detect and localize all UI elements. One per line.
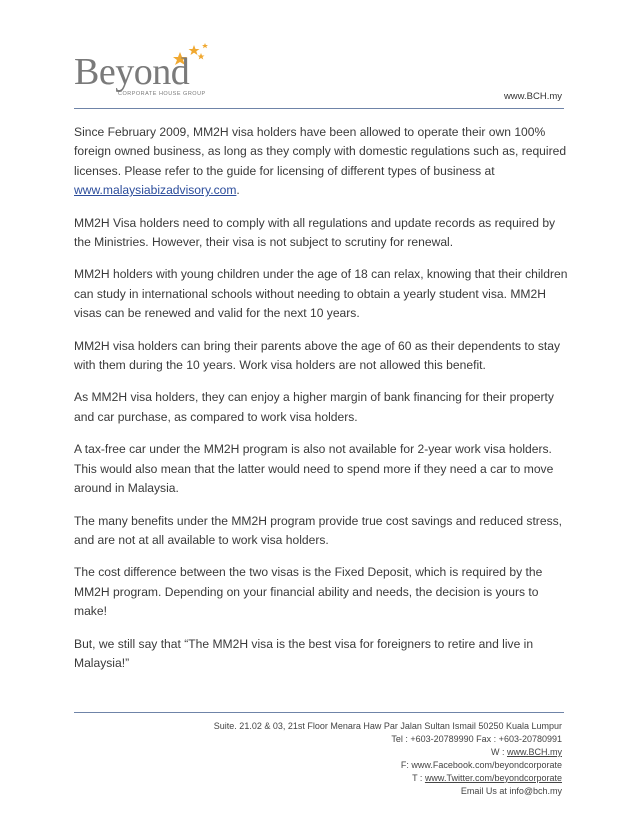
article-body (74, 123, 569, 686)
licensing-guide-link[interactable]: www.malaysiabizadvisory.com (74, 183, 237, 198)
logo-wordmark: Beyond (74, 51, 190, 93)
footer-divider (74, 712, 564, 713)
footer-twitter: T : www.Twitter.com/beyondcorporate (412, 772, 562, 783)
paragraph-2: MM2H Visa holders need to comply with all regulations and update records as required by the Ministries. However, their visa is not subject to scrutiny for renewal. (74, 215, 556, 250)
paragraph-9: But, we still say that “The MM2H visa is the best visa for foreigners to retire and live in Malaysia!” (74, 636, 534, 670)
footer-contact (102, 720, 562, 797)
footer-address: Suite. 21.02 & 03, 21st Floor Menara Haw Par Jalan Sultan Ismail 50250 Kuala Lumpur (213, 721, 562, 731)
footer-phone-fax: Tel : +603-20789990 Fax : +603-20780991 (391, 733, 562, 744)
footer-web: W : www.BCH.my (490, 746, 562, 757)
paragraph-8: The cost difference between the two visas is the Fixed Deposit, which is required by the MM2H program. Depending on your financial ability and needs, the decision is yours to make! (74, 565, 543, 619)
footer-facebook[interactable]: F: www.Facebook.com/beyondcorporate (400, 759, 562, 770)
logo-subtitle: CORPORATE HOUSE GROUP (118, 91, 206, 97)
paragraph-7: The many benefits under the MM2H program provide true cost savings and reduced stress, and are not at all available to work visa holders. (74, 513, 563, 547)
paragraph-3: MM2H holders with young children under the age of 18 can relax, knowing that their children can study in international schools without needing to obtain a yearly student visa. MM2H visas can be renewed and valid for the next 10 years. (74, 267, 568, 321)
footer-twitter-link[interactable]: www.Twitter.com/beyondcorporate (424, 772, 562, 783)
paragraph-1: Since February 2009, MM2H visa holders have been allowed to operate their own 100% foreign owned business, as long as they comply with domestic regulations such as, required licenses. Please refer to the guide for licensing of different types of business at www.malaysiabizadvisory.com. (74, 125, 567, 198)
footer-email[interactable]: Email Us at info@bch.my (460, 785, 562, 796)
paragraph-5: As MM2H visa holders, they can enjoy a higher margin of bank financing for their property and car purchase, as compared to work visa holders. (74, 390, 554, 424)
header-divider (74, 108, 564, 109)
header-website[interactable]: www.BCH.my (503, 91, 562, 102)
paragraph-6: A tax-free car under the MM2H program is also not available for 2-year work visa holders. This would also mean that the latter would need to spend more if they need a car to move around in Malaysia. (74, 442, 554, 496)
company-logo (74, 42, 224, 102)
footer-web-link[interactable]: www.BCH.my (506, 746, 562, 757)
paragraph-4: MM2H visa holders can bring their parents above the age of 60 as their dependents to stay with them during the 10 years. Work visa holders are not allowed this benefit. (74, 338, 561, 373)
